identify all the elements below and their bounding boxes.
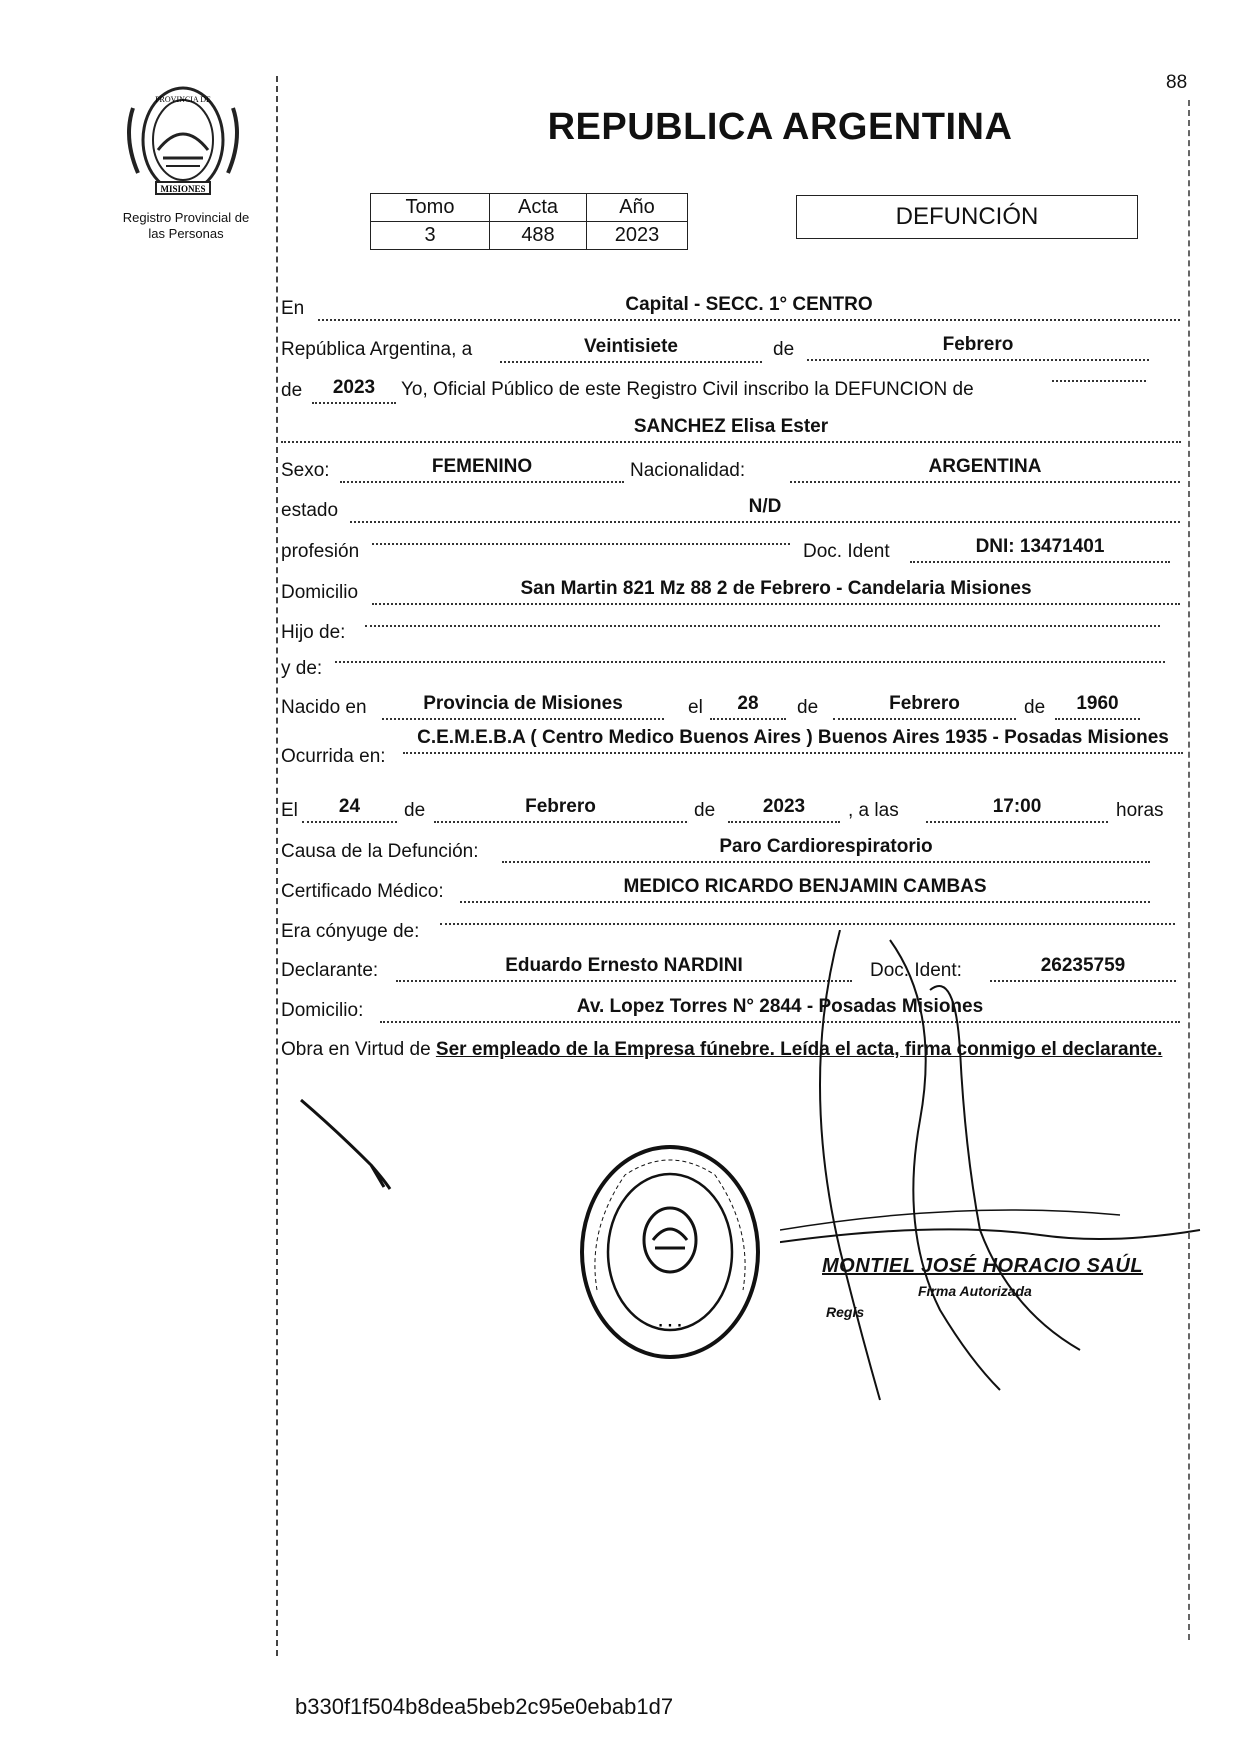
pen-mark-icon xyxy=(296,1095,406,1195)
table-header: Tomo xyxy=(371,194,490,222)
causa-value: Paro Cardiorespiratorio xyxy=(502,836,1150,863)
causa-label: Causa de la Defunción: xyxy=(281,841,479,862)
inscribe-blank xyxy=(1052,377,1146,382)
birth-month: Febrero xyxy=(833,693,1016,720)
certificado-label: Certificado Médico: xyxy=(281,881,444,902)
table-header: Acta xyxy=(490,194,587,222)
domicilio2-label: Domicilio: xyxy=(281,1000,364,1021)
tomo-value: 3 xyxy=(371,222,490,250)
month-value: Febrero xyxy=(807,334,1149,361)
domicilio-label: Domicilio xyxy=(281,582,359,603)
inscribe-text: Yo, Oficial Público de este Registro Civil inscribo la DEFUNCION de xyxy=(401,379,974,400)
acta-value: 488 xyxy=(490,222,587,250)
anio-value: 2023 xyxy=(587,222,688,250)
signer-role: Firma Autorizada xyxy=(918,1283,1032,1299)
doc-value: DNI: 13471401 xyxy=(910,536,1170,563)
horas-label: horas xyxy=(1116,800,1164,821)
svg-text:· · ·: · · · xyxy=(658,1319,682,1334)
en-value: Capital - SECC. 1° CENTRO xyxy=(318,294,1180,321)
nacionalidad-value: ARGENTINA xyxy=(790,456,1180,483)
en-label: En xyxy=(281,298,305,319)
estado-value: N/D xyxy=(350,496,1180,523)
alas-label: , a las xyxy=(848,800,899,821)
hijo-label: Hijo de: xyxy=(281,622,346,643)
svg-text:PROVINCIA DE: PROVINCIA DE xyxy=(155,95,211,104)
obra-label: Obra en Virtud de xyxy=(281,1039,431,1060)
de-label: de xyxy=(773,339,795,360)
de5-label: de xyxy=(404,800,426,821)
de3-label: de xyxy=(797,697,819,718)
ocurrida-label: Ocurrida en: xyxy=(281,746,386,767)
sexo-value: FEMENINO xyxy=(340,456,624,483)
certificado-value: MEDICO RICARDO BENJAMIN CAMBAS xyxy=(460,876,1150,903)
province-emblem-icon xyxy=(118,78,248,200)
record-type-box: DEFUNCIÓN xyxy=(796,195,1138,239)
de4-label: de xyxy=(1024,697,1046,718)
registry-line1: Registro Provincial de xyxy=(122,210,250,225)
de6-label: de xyxy=(694,800,716,821)
death-year: 2023 xyxy=(728,796,840,823)
signer-registry: Regis xyxy=(826,1304,865,1320)
ocurrida-value: C.E.M.E.B.A ( Centro Medico Buenos Aires ) Buenos Aires 1935 - Posadas Misiones xyxy=(403,724,1183,754)
registry-table xyxy=(370,193,688,250)
de2-label: de xyxy=(281,380,303,401)
signature-icon xyxy=(780,930,1220,1410)
table-value-row xyxy=(371,222,688,250)
table-header: Año xyxy=(587,194,688,222)
profesion-label: profesión xyxy=(281,541,360,562)
declarante-label: Declarante: xyxy=(281,960,379,981)
el2-label: El xyxy=(281,800,298,821)
svg-text:MISIONES: MISIONES xyxy=(160,184,206,194)
day-value: Veintisiete xyxy=(500,336,762,363)
registry-line2: las Personas xyxy=(148,226,224,241)
yde-blank xyxy=(335,658,1165,663)
signer-name: MONTIEL JOSÉ HORACIO SAÚL xyxy=(822,1255,1144,1277)
deceased-name: SANCHEZ Elisa Ester xyxy=(281,416,1181,443)
year-value: 2023 xyxy=(312,377,396,404)
official-seal-icon xyxy=(575,1140,765,1365)
hijo-blank xyxy=(365,622,1160,627)
death-time: 17:00 xyxy=(926,796,1108,823)
page-title: REPUBLICA ARGENTINA xyxy=(547,106,1013,148)
page-number: 88 xyxy=(1166,72,1188,93)
table-header-row xyxy=(371,194,688,222)
sexo-label: Sexo: xyxy=(281,460,330,481)
document-hash: b330f1f504b8dea5beb2c95e0ebab1d7 xyxy=(295,1694,674,1719)
doc-label: Doc. Ident xyxy=(803,541,890,562)
conyuge-blank xyxy=(440,920,1175,925)
death-day: 24 xyxy=(302,796,397,823)
registry-name xyxy=(100,210,272,242)
doc2-label: Doc. Ident: xyxy=(870,960,962,981)
domicilio-value: San Martin 821 Mz 88 2 de Febrero - Candelaria Misiones xyxy=(372,578,1180,605)
profesion-blank xyxy=(372,540,790,545)
conyuge-label: Era cónyuge de: xyxy=(281,921,420,942)
yde-label: y de: xyxy=(281,658,323,679)
nacionalidad-label: Nacionalidad: xyxy=(630,460,746,481)
birth-year: 1960 xyxy=(1055,693,1140,720)
nacido-value: Provincia de Misiones xyxy=(382,693,664,720)
domicilio2-value: Av. Lopez Torres N° 2844 - Posadas Misiones xyxy=(380,996,1180,1023)
obra-value: Ser empleado de la Empresa fúnebre. Leída el acta, firma conmigo el declarante. xyxy=(435,1039,1163,1060)
death-month: Febrero xyxy=(434,796,687,823)
republica-label: República Argentina, a xyxy=(281,339,473,360)
doc2-value: 26235759 xyxy=(990,955,1176,982)
left-margin-line xyxy=(276,76,278,1656)
birth-day: 28 xyxy=(710,693,786,720)
declarante-value: Eduardo Ernesto NARDINI xyxy=(396,955,852,982)
nacido-label: Nacido en xyxy=(281,697,367,718)
el-label: el xyxy=(688,697,703,718)
estado-label: estado xyxy=(281,500,339,521)
